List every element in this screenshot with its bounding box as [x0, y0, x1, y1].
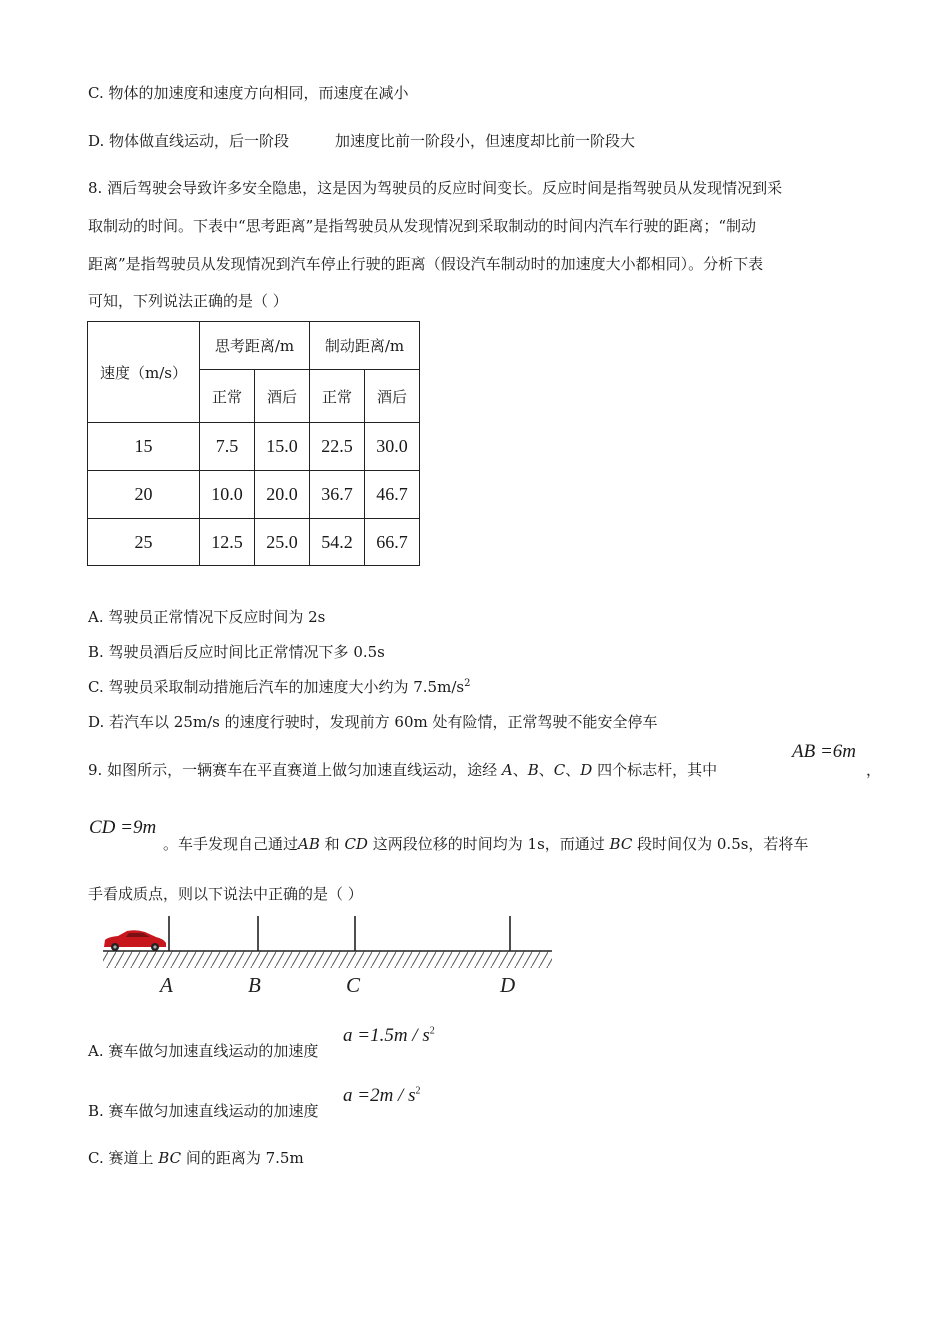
q9-stem-line2 [163, 833, 808, 854]
cd-equation-text: CD =9m [89, 817, 157, 838]
table-row [88, 471, 420, 519]
table-cell: 54.2 [310, 519, 365, 566]
option-text: 间的距离为 7.5m [185, 1149, 304, 1167]
table-cell: 12.5 [200, 519, 255, 566]
q9-stem-text: 这两段位移的时间均为 1s，而通过 [372, 835, 605, 853]
q8-stem-line1: 8. 酒后驾驶会导致许多安全隐患，这是因为驾驶员的反应时间变长。反应时间是指驾驶员从发现情况到采 [88, 179, 783, 197]
table-cell: 30.0 [365, 423, 420, 471]
table-cell: 25.0 [255, 519, 310, 566]
table-row [88, 423, 420, 471]
var-b: B [527, 761, 539, 779]
q8-option-a: A. 驾驶员正常情况下反应时间为 2s [88, 608, 326, 626]
table-row [88, 519, 420, 566]
think-distance-header: 思考距离/m [200, 322, 310, 370]
q9-stem-text: 。车手发现自己通过 [163, 835, 299, 853]
ground-hatch [103, 951, 552, 968]
comma: ， [866, 761, 882, 779]
option-d-prev [88, 130, 635, 151]
q9-stem-text: 9. 如图所示，一辆赛车在平直赛道上做匀加速直线运动，途经 [88, 761, 498, 779]
label-d: D [500, 973, 516, 997]
race-car-icon [104, 930, 166, 951]
reaction-distance-table [87, 321, 420, 566]
q9-option-b: B. 赛车做匀加速直线运动的加速度 [88, 1102, 319, 1120]
table-cell: 10.0 [200, 471, 255, 519]
formula-exponent: 2 [429, 1025, 435, 1037]
label-c: C [346, 973, 361, 997]
q8-option-c-exponent: 2 [464, 678, 471, 689]
q9-stem-text: 和 [324, 835, 340, 853]
option-d-prev-part2: 加速度比前一阶段小，但速度却比前一阶段大 [335, 132, 636, 150]
table-cell: 36.7 [310, 471, 365, 519]
brake-distance-header: 制动距离/m [310, 322, 420, 370]
table-cell: 22.5 [310, 423, 365, 471]
q9-option-a-formula [343, 1025, 435, 1047]
formula-exponent: 2 [415, 1085, 421, 1097]
q9-sep: 、 [565, 761, 581, 779]
var-d: D [580, 761, 593, 779]
q9-option-c [88, 1147, 304, 1168]
table-cell: 15 [88, 423, 200, 471]
q8-option-c [88, 676, 470, 697]
option-text: C. 赛道上 [88, 1149, 154, 1167]
q8-stem-line4: 可知，下列说法正确的是（ ） [88, 292, 288, 310]
label-a: A [160, 973, 173, 997]
option-d-prev-part1: D. 物体做直线运动，后一阶段 [88, 132, 290, 150]
option-c-prev: C. 物体的加速度和速度方向相同，而速度在减小 [88, 84, 409, 102]
think-normal-header: 正常 [200, 370, 255, 423]
q8-stem-line3: 距离”是指驾驶员从发现情况到汽车停止行驶的距离（假设汽车制动时的加速度大小都相同）。分析下表 [88, 255, 764, 273]
q9-stem-text: 四个标志杆，其中 [597, 761, 718, 779]
cd-equation [89, 817, 156, 839]
var-ab: AB [298, 835, 320, 853]
q8-option-c-text: C. 驾驶员采取制动措施后汽车的加速度大小约为 7.5m/s [88, 678, 465, 696]
q8-option-b: B. 驾驶员酒后反应时间比正常情况下多 0.5s [88, 643, 385, 661]
q9-option-b-formula [343, 1085, 420, 1107]
label-b: B [248, 973, 261, 997]
var-c: C [553, 761, 566, 779]
table-cell: 25 [88, 519, 200, 566]
formula-text: a =1.5m / s [343, 1025, 430, 1046]
q9-sep: 、 [512, 761, 528, 779]
formula-text: a =2m / s [343, 1085, 416, 1106]
ab-equation [792, 741, 856, 763]
brake-normal-header: 正常 [310, 370, 365, 423]
q9-stem-line1 [88, 759, 717, 780]
q9-stem-line3: 手看成质点，则以下说法中正确的是（ ） [88, 885, 363, 903]
q8-option-d: D. 若汽车以 25m/s 的速度行驶时，发现前方 60m 处有险情，正常驾驶不能安全停车 [88, 713, 658, 731]
table-cell: 46.7 [365, 471, 420, 519]
var-cd: CD [344, 835, 368, 853]
race-track-diagram [100, 910, 560, 1000]
var-a: A [501, 761, 513, 779]
think-drunk-header: 酒后 [255, 370, 310, 423]
table-cell: 15.0 [255, 423, 310, 471]
table-cell: 66.7 [365, 519, 420, 566]
table-cell: 20 [88, 471, 200, 519]
ab-equation-text: AB =6m [792, 741, 857, 762]
q9-stem-text: 段时间仅为 0.5s，若将车 [637, 835, 809, 853]
table-cell: 20.0 [255, 471, 310, 519]
speed-header: 速度（m/s） [88, 322, 200, 423]
q9-sep: 、 [538, 761, 554, 779]
table-cell: 7.5 [200, 423, 255, 471]
var-bc: BC [158, 1149, 182, 1167]
q9-option-a: A. 赛车做匀加速直线运动的加速度 [88, 1042, 319, 1060]
var-bc: BC [609, 835, 633, 853]
q8-stem-line2: 取制动的时间。下表中“思考距离”是指驾驶员从发现情况到采取制动的时间内汽车行驶的距离；“制动 [88, 217, 757, 235]
brake-drunk-header: 酒后 [365, 370, 420, 423]
